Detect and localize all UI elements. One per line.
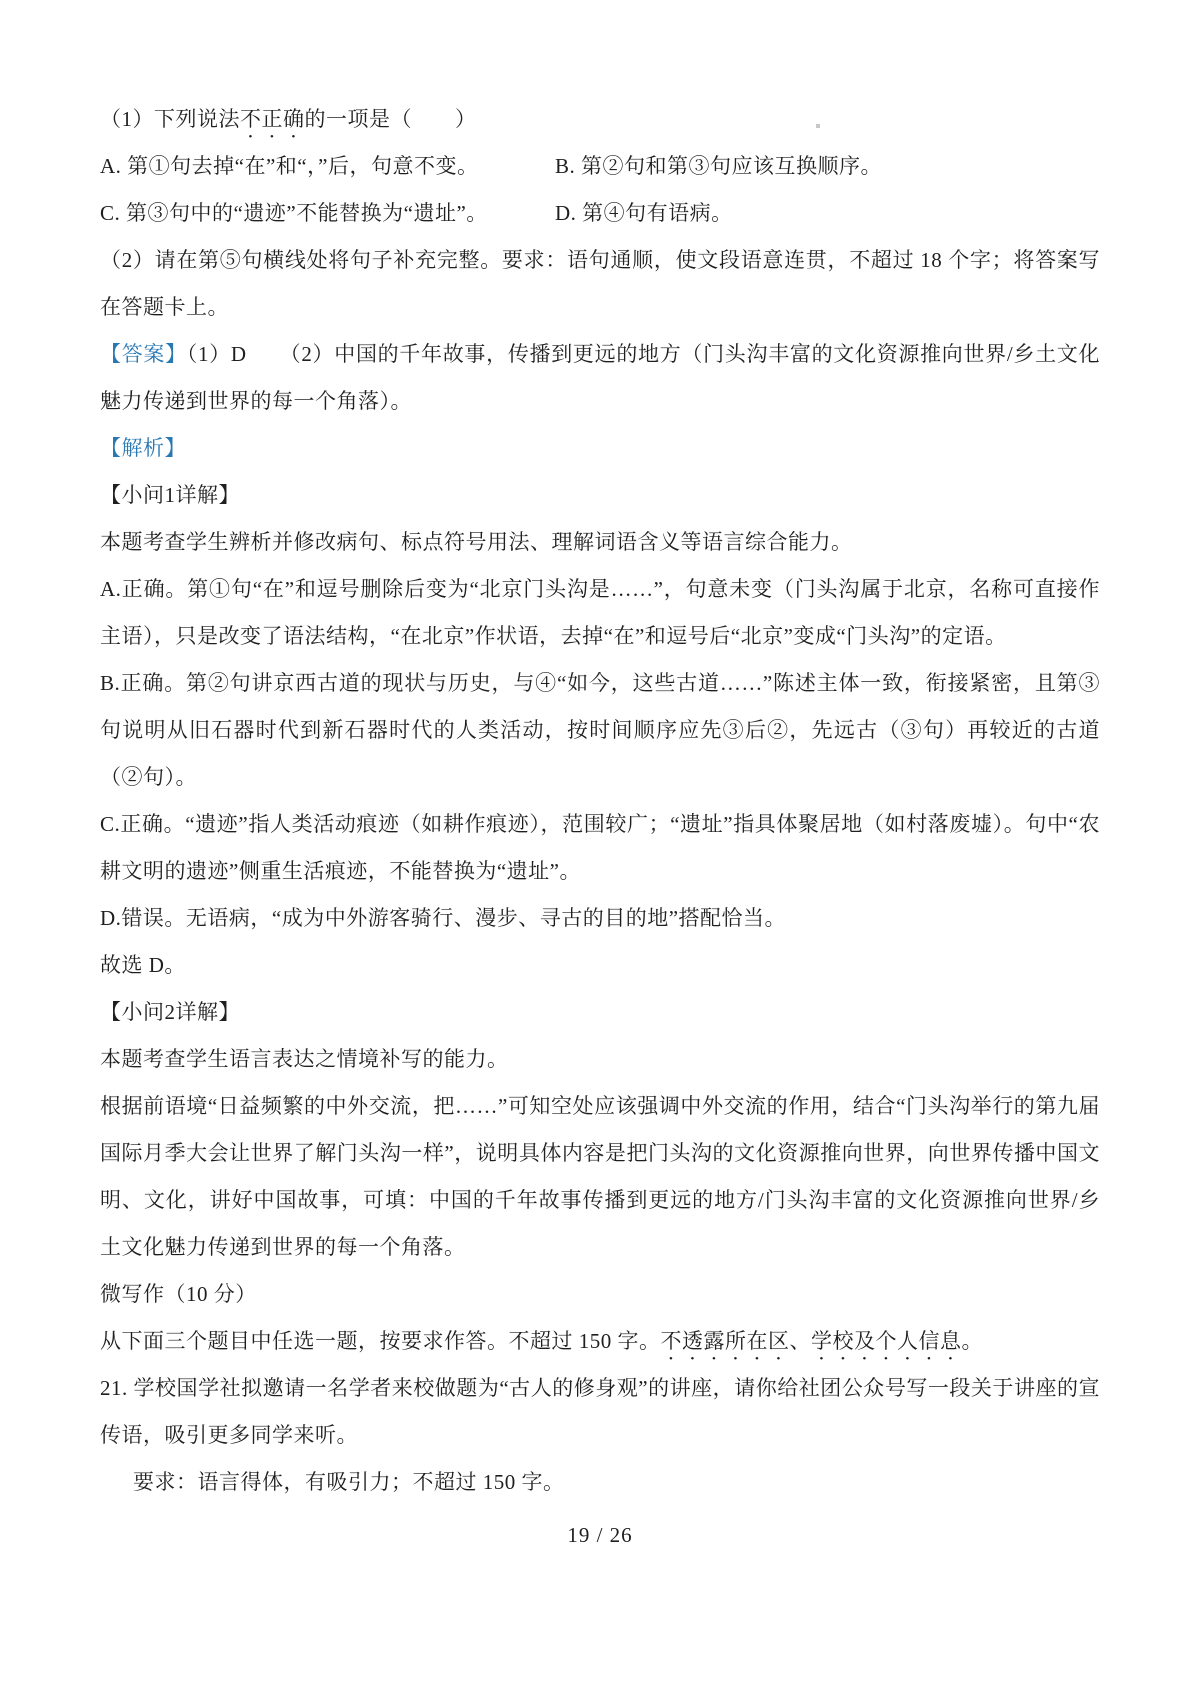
- micro-writing-heading: 微写作（10 分）: [100, 1282, 257, 1306]
- analysis-label: 【解析】: [100, 436, 186, 460]
- answer-paragraph: [100, 331, 1100, 425]
- answer-label: 【答案】: [100, 342, 187, 366]
- question-1-stem: [100, 96, 1100, 143]
- option-a: A. 第①句去掉“在”和“，”后，句意不变。: [100, 154, 479, 178]
- question-1-stem-pre: （1）下列说法: [100, 107, 240, 131]
- option-c: C. 第③句中的“遗迹”不能替换为“遗址”。: [100, 201, 488, 225]
- question-2-stem: （2）请在第⑤句横线处将句子补充完整。要求：语句通顺，使文段语意连贯，不超过 18 个字；将答案写在答题卡上。: [100, 248, 1100, 319]
- page-number: 19 / 26: [567, 1523, 633, 1547]
- micro-instruction-emphasized-2: 学校及个人信息: [811, 1329, 962, 1353]
- stray-mark: [816, 124, 820, 128]
- subq1-point-a: A.正确。第①句“在”和逗号删除后变为“北京门头沟是……”，句意未变（门头沟属于北京，名称可直接作主语），只是改变了语法结构，“在北京”作状语，去掉“在”和逗号后“北京”变成“门头沟”的定语。: [100, 577, 1100, 648]
- subq1-point-d: D.错误。无语病，“成为中外游客骑行、漫步、寻古的目的地”搭配恰当。: [100, 906, 787, 930]
- option-b: B. 第②句和第③句应该互换顺序。: [555, 154, 883, 178]
- subq1-point-b: B.正确。第②句讲京西古道的现状与历史，与④“如今，这些古道……”陈述主体一致，衔接紧密，且第③句说明从旧石器时代到新石器时代的人类活动，按时间顺序应先③后②，先远古（③句）再较近的古道（②句）。: [100, 671, 1100, 789]
- subq1-heading: 【小问1详解】: [100, 483, 240, 507]
- question-21-requirement: 要求：语言得体，有吸引力；不超过 150 字。: [133, 1470, 565, 1494]
- analysis-label-paragraph: [100, 425, 1100, 472]
- answer-text: （1）D （2）中国的千年故事，传播到更远的地方（门头沟丰富的文化资源推向世界/乡土文化魅力传递到世界的每一个角落）。: [100, 342, 1101, 413]
- option-d: D. 第④句有语病。: [555, 201, 733, 225]
- subq2-heading: 【小问2详解】: [100, 1000, 240, 1024]
- options-row-2: [100, 190, 1100, 237]
- subq1-intro: 本题考查学生辨析并修改病句、标点符号用法、理解词语含义等语言综合能力。: [100, 530, 853, 554]
- micro-instruction-pre: 从下面三个题目中任选一题，按要求作答。不超过 150 字。: [100, 1329, 661, 1353]
- micro-instruction-emphasized-1: 不透露所在区: [660, 1329, 790, 1353]
- question-1-stem-post: 的一项是（ ）: [304, 107, 477, 131]
- subq2-intro: 本题考查学生语言表达之情境补写的能力。: [100, 1047, 509, 1071]
- options-row-1: [100, 143, 1100, 190]
- question-21-stem: 21. 学校国学社拟邀请一名学者来校做题为“古人的修身观”的讲座，请你给社团公众号写一段关于讲座的宣传语，吸引更多同学来听。: [100, 1376, 1100, 1447]
- micro-instruction-post: 。: [961, 1329, 983, 1353]
- subq2-body: 根据前语境“日益频繁的中外交流，把……”可知空处应该强调中外交流的作用，结合“门头沟举行的第九届国际月季大会让世界了解门头沟一样”，说明具体内容是把门头沟的文化资源推向世界，向世界传播中国文明、文化，讲好中国故事，可填：中国的千年故事传播到更远的地方/门头沟丰富的文化资源推向世界/乡土文化魅力传递到世界的每一个角落。: [100, 1094, 1100, 1259]
- subq1-point-c: C.正确。“遗迹”指人类活动痕迹（如耕作痕迹），范围较广；“遗址”指具体聚居地（如村落废墟）。句中“农耕文明的遗迹”侧重生活痕迹，不能替换为“遗址”。: [100, 812, 1100, 883]
- question-1-stem-emphasized: 不正确: [240, 107, 305, 131]
- micro-writing-instruction: [100, 1318, 1100, 1365]
- micro-instruction-mid: 、: [789, 1329, 811, 1353]
- subq1-conclusion: 故选 D。: [100, 953, 186, 977]
